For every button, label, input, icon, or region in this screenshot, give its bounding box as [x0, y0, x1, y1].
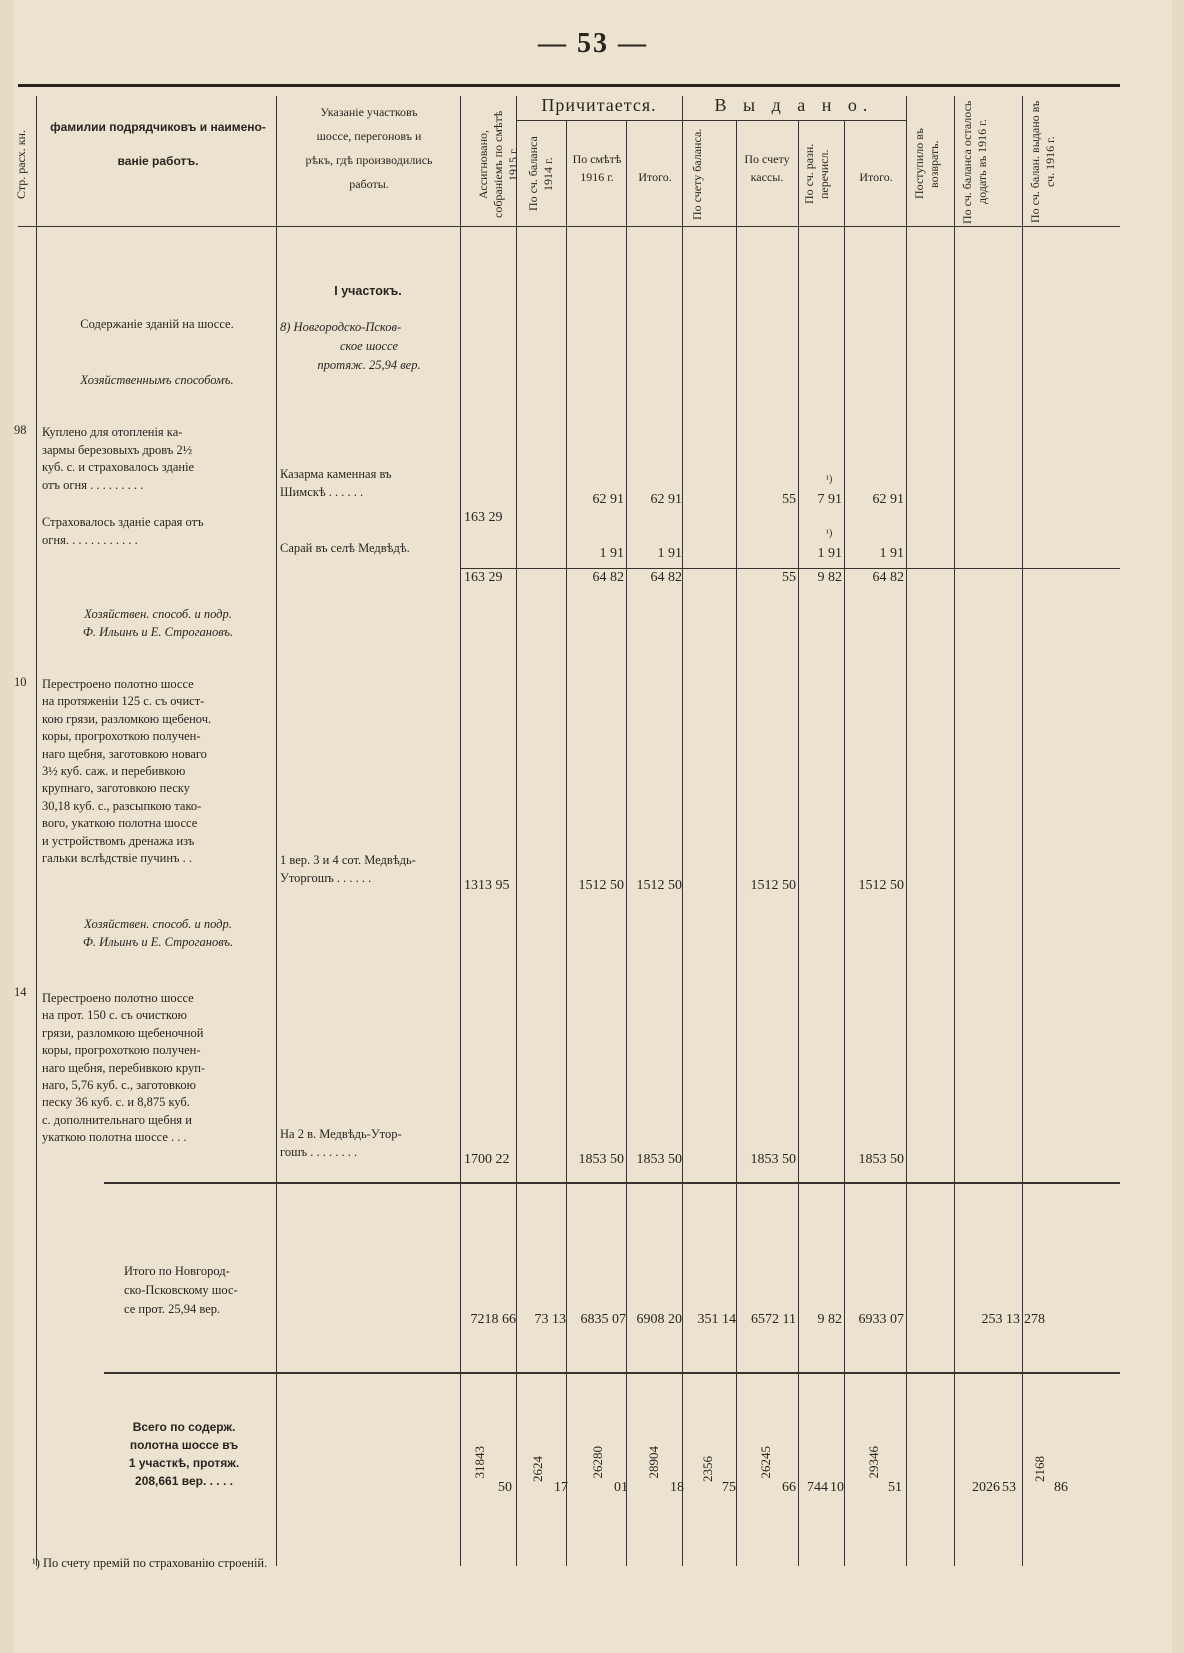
header-balance-1914: По сч. баланса 1914 г.: [526, 136, 555, 212]
s2-total: 1512 50: [636, 878, 682, 893]
rule: [18, 226, 1120, 227]
grand-assign-k: 50: [498, 1480, 512, 1495]
header-estimate-1916: По смѣтѣ 1916 г.: [572, 152, 622, 184]
rule: [460, 568, 1120, 569]
s2-cash: 1512 50: [750, 878, 796, 893]
s1-r2-estimate: 1 91: [599, 546, 624, 561]
s1-subtotal-cash: 55: [782, 570, 796, 585]
grand-issued-total: 29346: [866, 1446, 881, 1479]
rule: [460, 96, 461, 1566]
grand-issued-balance: 2356: [700, 1456, 715, 1482]
total-road-label: Итого по Новгород- ско-Псковскому шос- се прот. 25,94 вер.: [124, 1264, 238, 1316]
grand-issued-diff-k: 10: [830, 1480, 844, 1495]
grand-total-label: Всего по содерж. полотна шоссе въ 1 участкѣ, протяж. 208,661 вер. . . . .: [128, 1420, 240, 1488]
header-returned: Поступило въ возвратъ.: [912, 128, 941, 200]
grand-estimate: 26280: [590, 1446, 605, 1479]
s1-subtotal-issued-total: 64 82: [872, 570, 904, 585]
total-issued-balance: 351 14: [697, 1312, 736, 1327]
header-issued-total: Итого.: [859, 170, 893, 184]
header-issued-1916: По сч. балан. выдано въ сч. 1916 г.: [1028, 100, 1057, 224]
header-due-group: Причитается.: [541, 95, 657, 115]
grand-issued-cash: 26245: [758, 1446, 773, 1479]
header-remaining: По сч. баланса осталось додать въ 1916 г.: [960, 100, 989, 224]
s1-r2-issued-total: 1 91: [879, 546, 904, 561]
total-issued-diff: 9 82: [817, 1312, 842, 1327]
footnote-mark: ¹): [826, 474, 833, 485]
header-issued-diff: По сч. разн. перечисл.: [802, 143, 831, 205]
grand-remaining: 2026: [972, 1480, 1000, 1495]
section3-heading: Хозяйствен. способ. и подр. Ф. Ильинъ и Е. Строгановъ.: [82, 917, 234, 949]
rule: [566, 120, 567, 1566]
total-assign: 7218 66: [470, 1312, 516, 1327]
grand-issued-diff: 744: [807, 1480, 828, 1495]
rule: [516, 120, 906, 121]
grand-remaining-k: 53: [1002, 1480, 1016, 1495]
s2-estimate: 1512 50: [578, 878, 624, 893]
page-number: — 53 —: [538, 28, 648, 59]
s3-cash: 1853 50: [750, 1152, 796, 1167]
grand-issued-total-k: 51: [888, 1480, 902, 1495]
section1-method: Хозяйственнымъ способомъ.: [80, 373, 234, 387]
section2-description: Перестроено полотно шоссе на протяженіи 125 с. съ очист- кою грязи, разломкою щебеноч. коры, прогрохоткою получен- наго щебня, заготовкою новаго 3½ куб. саж. и перебивкою крупнаго, заготовкою песку 30,18 куб. с., разсыпкою тако- вого, укаткою полотна шоссе и устройствомъ дренажа изъ гальки вслѣдствіе пучинъ . .: [42, 677, 212, 866]
section3-description: Перестроено полотно шоссе на прот. 150 с. съ очисткою грязи, разломкою щебеночной коры, прогрохоткою получен- наго щебня, перебивкою круп- наго, 5,76 куб. с., заготовкою песку 36 куб. с. и 8,875 куб. с. дополнительнаго щебня и укаткою полотна шоссе . . .: [42, 991, 206, 1145]
s1-r1-cash: 55: [782, 492, 796, 507]
s3-estimate: 1853 50: [578, 1152, 624, 1167]
s1-r1-issued-total: 62 91: [872, 492, 904, 507]
grand-issued-1916-k: 86: [1054, 1480, 1068, 1495]
header-total-due: Итого.: [638, 170, 672, 184]
section1-assign: 163 29: [464, 510, 503, 525]
rule: [516, 96, 517, 1566]
s2-issued-total: 1512 50: [858, 878, 904, 893]
rule: [36, 96, 37, 1566]
s1-subtotal-total: 64 82: [650, 570, 682, 585]
str-number: 98: [14, 423, 27, 437]
section1-road: 8) Новгородско-Псков- ское шоссе протяж. 25,94 вер.: [280, 320, 421, 372]
grand-total-due: 28904: [646, 1446, 661, 1479]
str-number: 10: [14, 675, 27, 689]
rule: [906, 96, 907, 1566]
document-page: [14, 0, 1172, 1653]
s1-r2-diff: 1 91: [817, 546, 842, 561]
header-str: Стр. расх. кн.: [14, 130, 28, 199]
section2-heading: Хозяйствен. способ. и подр. Ф. Ильинъ и Е. Строгановъ.: [82, 607, 234, 639]
grand-assign: 31843: [472, 1446, 487, 1479]
total-remaining: 253 13: [981, 1312, 1020, 1327]
section3-location: На 2 в. Медвѣдь-Утор- гошъ . . . . . . . .: [280, 1127, 402, 1159]
header-assign: Ассигновано, собраніемъ по смѣтѣ 1915 г.: [476, 110, 520, 218]
s1-r2-total: 1 91: [657, 546, 682, 561]
header-issued-cash: По счету кассы.: [744, 152, 790, 184]
grand-balance: 2624: [530, 1456, 545, 1482]
s1-r1-total: 62 91: [650, 492, 682, 507]
s1-r1-estimate: 62 91: [592, 492, 624, 507]
s1-subtotal-estimate: 64 82: [592, 570, 624, 585]
rule: [104, 1372, 1120, 1374]
s2-assign: 1313 95: [464, 878, 510, 893]
footnote-mark: ¹): [826, 528, 833, 539]
rule: [626, 120, 627, 1566]
rule: [954, 96, 955, 1566]
header-issued-group: В ы д а н о.: [714, 95, 874, 115]
grand-estimate-k: 01: [614, 1480, 628, 1495]
rule: [682, 96, 683, 1566]
header-sections: Указаніе участковъ шоссе, перегоновъ и рѣкъ, гдѣ производились работы.: [305, 105, 433, 191]
s1-subtotal-diff: 9 82: [817, 570, 842, 585]
s3-issued-total: 1853 50: [858, 1152, 904, 1167]
rule: [736, 120, 737, 1566]
section2-location: 1 вер. 3 и 4 сот. Медвѣдь- Уторгошъ . . . . . .: [280, 853, 416, 885]
header-names: фамилии подрядчиковъ и наимено- ваніе работъ.: [50, 120, 266, 168]
section1-location1: Казарма каменная въ Шимскѣ . . . . . .: [280, 467, 392, 499]
section1-item1: Куплено для отопленія ка- зармы березовыхъ дровъ 2½ куб. с. и страховалось зданіе отъ огня . . . . . . . . .: [42, 425, 195, 492]
s3-assign: 1700 22: [464, 1152, 510, 1167]
rule: [104, 1182, 1120, 1184]
total-issued-total: 6933 07: [858, 1312, 904, 1327]
section1-name: Содержаніе зданій на шоссе.: [80, 317, 234, 331]
grand-issued-balance-k: 75: [722, 1480, 736, 1495]
total-due: 6908 20: [636, 1312, 682, 1327]
grand-balance-k: 17: [554, 1480, 568, 1495]
rule: [798, 120, 799, 1566]
rule: [1022, 96, 1023, 1566]
total-balance: 73 13: [534, 1312, 566, 1327]
rule: [276, 96, 277, 1566]
total-issued-cash: 6572 11: [751, 1312, 796, 1327]
grand-total-due-k: 18: [670, 1480, 684, 1495]
total-issued-1916: 278: [1024, 1312, 1045, 1327]
s1-r1-diff: 7 91: [817, 492, 842, 507]
rule: [844, 120, 845, 1566]
s3-total: 1853 50: [636, 1152, 682, 1167]
section-title: I участокъ.: [334, 284, 402, 298]
total-estimate: 6835 07: [580, 1312, 626, 1327]
grand-issued-cash-k: 66: [782, 1480, 796, 1495]
grand-issued-1916: 2168: [1032, 1456, 1047, 1482]
s1-subtotal-assign: 163 29: [464, 570, 503, 585]
str-number: 14: [14, 985, 27, 999]
header-issued-balance: По счету баланса.: [690, 128, 704, 220]
section1-location2: Сарай въ селѣ Медвѣдѣ.: [280, 541, 410, 555]
footnote: ¹) По счету премій по страхованію строеній.: [32, 1556, 268, 1570]
section1-item2: Страховалось зданіе сарая отъ огня. . . . . . . . . . . .: [42, 515, 204, 547]
